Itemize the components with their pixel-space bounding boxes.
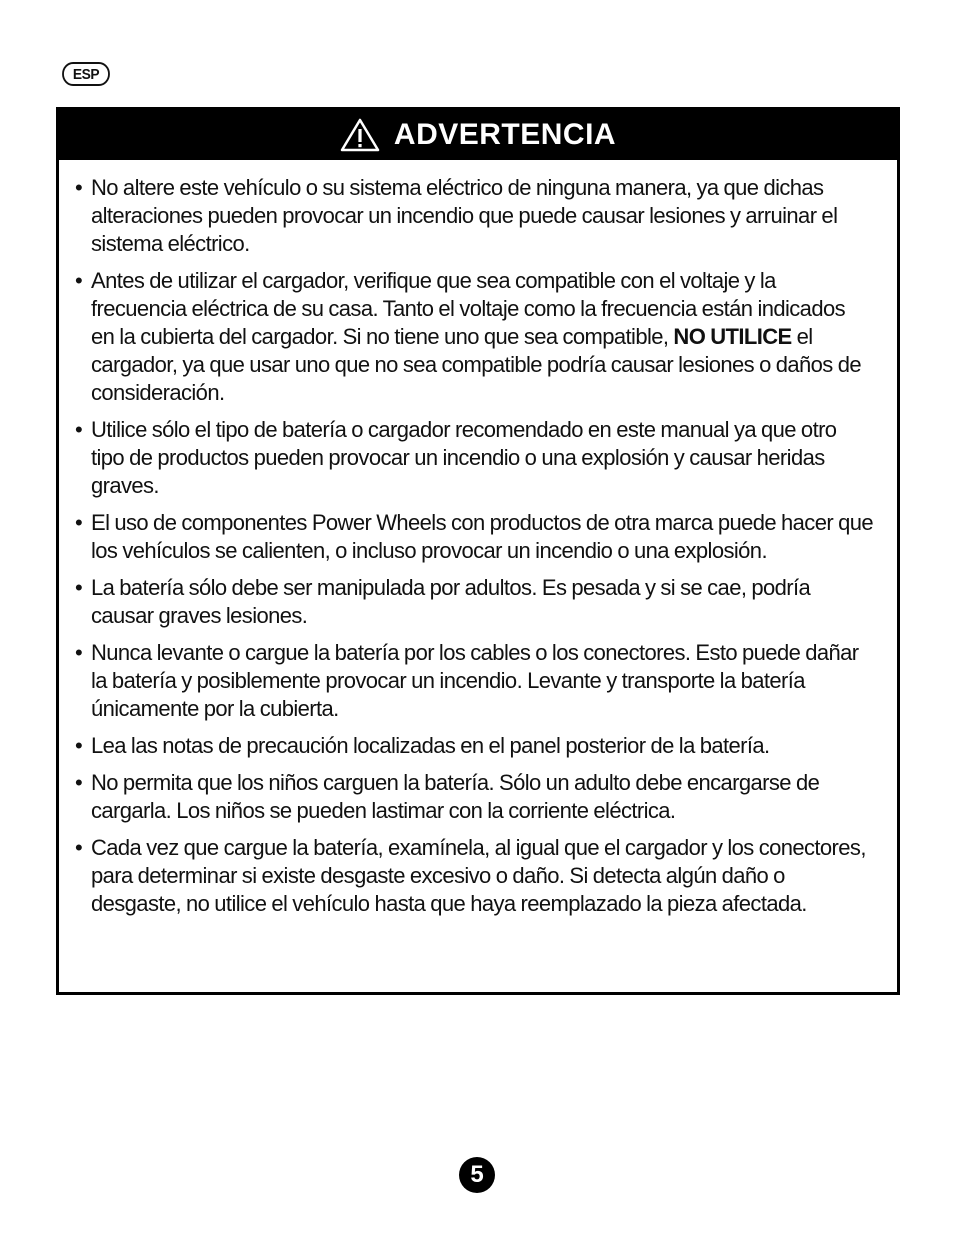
list-item xyxy=(75,574,873,630)
bullet: • xyxy=(75,510,83,535)
item-text: el cargador, ya que usar uno que no sea compatible podría causar lesiones o daños de consideración. xyxy=(91,324,861,405)
item-text: Nunca levante o cargue la batería por los cables o los conectores. Esto puede dañar la batería y posiblemente provocar un incendio. Levante y transporte la batería únicamente por la cubierta. xyxy=(91,640,859,721)
bullet: • xyxy=(75,175,83,200)
list-item xyxy=(75,834,873,918)
page-number: 5 xyxy=(459,1157,495,1193)
bullet: • xyxy=(75,575,83,600)
item-text: Antes de utilizar el cargador, verifique que sea compatible con el voltaje y la frecuencia eléctrica de su casa. Tanto el voltaje como la frecuencia están indicados en la cubierta del cargador. Si no tiene uno que sea compatible, xyxy=(91,268,845,349)
bullet: • xyxy=(75,417,83,442)
item-text: No altere este vehículo o su sistema eléctrico de ninguna manera, ya que dichas alteraciones pueden provocar un incendio que puede causar lesiones y arruinar el sistema eléctrico. xyxy=(91,175,838,256)
item-emphasis: NO UTILICE xyxy=(673,324,792,349)
bullet: • xyxy=(75,640,83,665)
bullet: • xyxy=(75,770,83,795)
warning-title: ADVERTENCIA xyxy=(393,118,617,151)
warning-box xyxy=(56,107,900,995)
warning-triangle-icon xyxy=(340,118,380,152)
language-badge: ESP xyxy=(62,62,110,86)
bullet: • xyxy=(75,835,83,860)
list-item xyxy=(75,174,873,258)
item-text: El uso de componentes Power Wheels con productos de otra marca puede hacer que los vehículos se calienten, o incluso provocar un incendio o una explosión. xyxy=(91,510,873,563)
item-text: Lea las notas de precaución localizadas en el panel posterior de la batería. xyxy=(91,733,770,758)
list-item xyxy=(75,769,873,825)
bullet: • xyxy=(75,268,83,293)
item-text: Utilice sólo el tipo de batería o cargador recomendado en este manual ya que otro tipo de productos pueden provocar un incendio o una explosión y causar heridas graves. xyxy=(91,417,837,498)
warning-list xyxy=(59,160,897,918)
item-text: Cada vez que cargue la batería, examínela, al igual que el cargador y los conectores, para determinar si existe desgaste excesivo o daño. Si detecta algún daño o desgaste, no utilice el vehículo hasta que haya reemplazado la pieza afectada. xyxy=(91,835,866,916)
list-item xyxy=(75,267,873,407)
item-text: La batería sólo debe ser manipulada por adultos. Es pesada y si se cae, podría causar graves lesiones. xyxy=(91,575,811,628)
warning-header xyxy=(59,110,897,160)
list-item xyxy=(75,509,873,565)
item-text: No permita que los niños carguen la batería. Sólo un adulto debe encargarse de cargarla. Los niños se pueden lastimar con la corriente eléctrica. xyxy=(91,770,820,823)
bullet: • xyxy=(75,733,83,758)
list-item xyxy=(75,732,873,760)
list-item xyxy=(75,416,873,500)
list-item xyxy=(75,639,873,723)
